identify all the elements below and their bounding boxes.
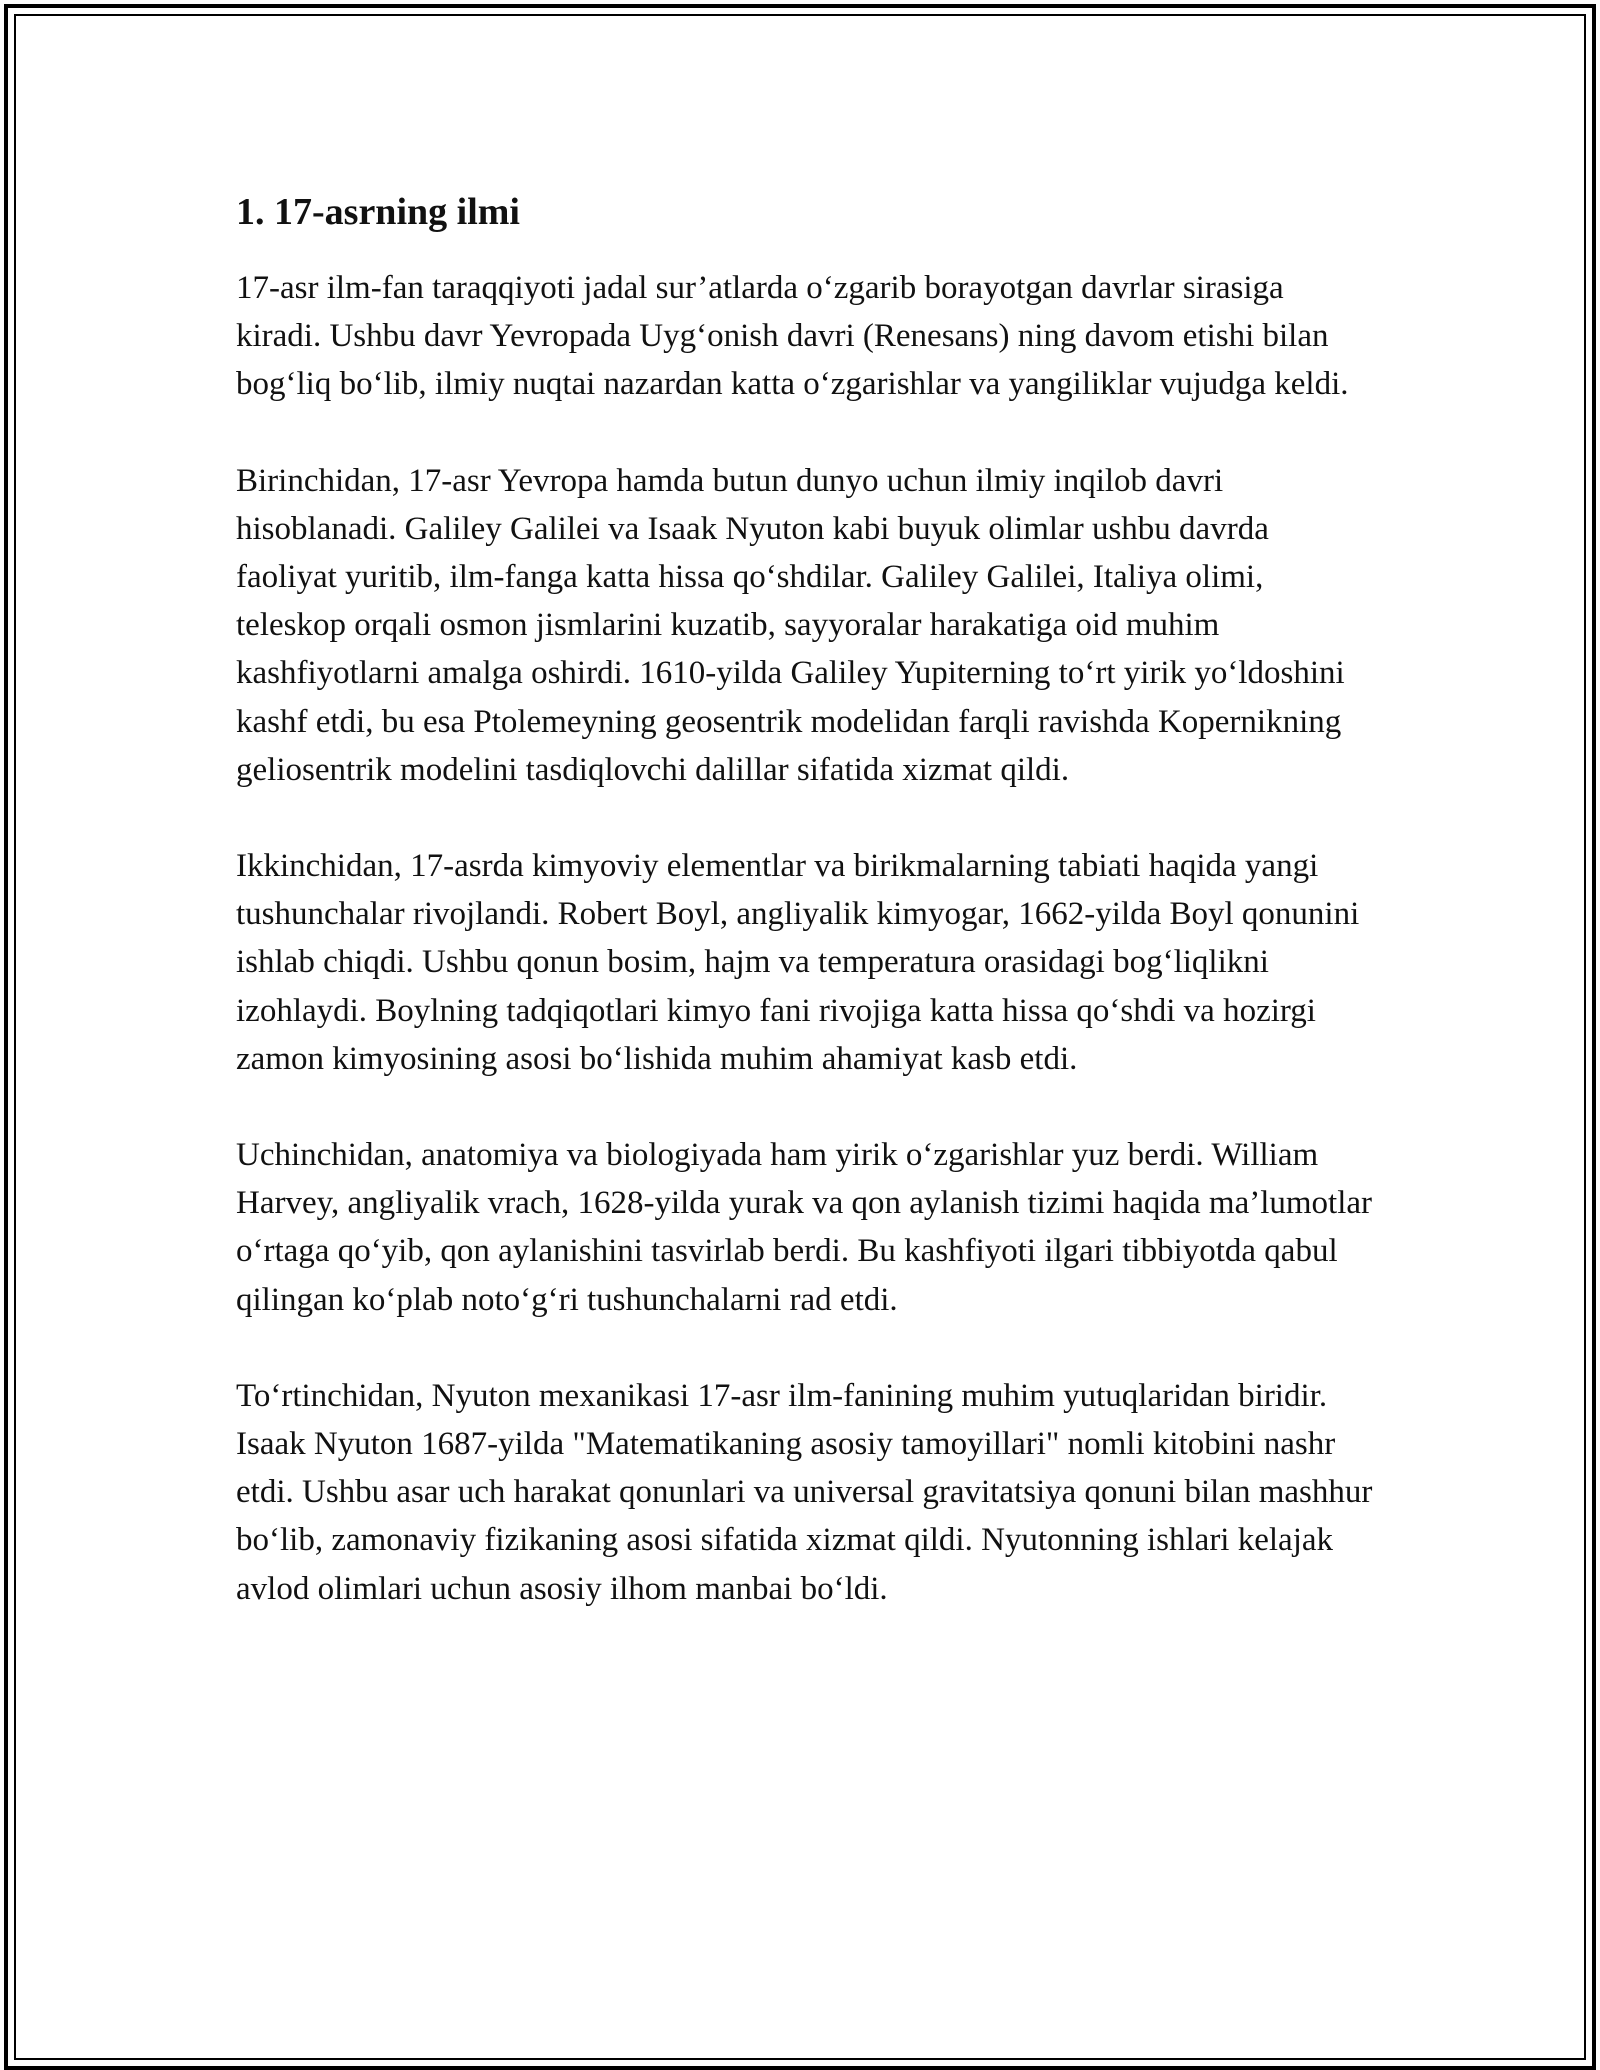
paragraph-third: Uchinchidan, anatomiya va biologiyada ham yirik o‘zgarishlar yuz berdi. William Harvey, angliyalik vrach, 1628-yilda yurak va qon aylanish tizimi haqida ma’lumotlar o‘rtaga qo‘yib, qon aylanishini tasvirlab berdi. Bu kashfiyoti ilgari tibbiyotda qabul qilingan ko‘plab noto‘g‘ri tushunchalarni rad etdi. <box>236 1137 1373 1318</box>
paragraph-intro: 17-asr ilm-fan taraqqiyoti jadal sur’atlarda o‘zgarib borayotgan davrlar sirasiga kiradi. Ushbu davr Yevropada Uyg‘onish davri (Renesans) ning davom etishi bilan bog‘liq bo‘lib, ilmiy nuqtai nazardan katta o‘zgarishlar va yangiliklar vujudga keldi. <box>236 270 1349 403</box>
section-heading: 1. 17-asrning ilmi <box>236 191 520 233</box>
paragraph-first: Birinchidan, 17-asr Yevropa hamda butun dunyo uchun ilmiy inqilob davri hisoblanadi. Galiley Galilei va Isaak Nyuton kabi buyuk olimlar ushbu davrda faoliyat yuritib, ilm-fanga katta hissa qo‘shdilar. Galiley Galilei, Italiya olimi, teleskop orqali osmon jismlarini kuzatib, sayyoralar harakatiga oid muhim kashfiyotlarni amalga oshirdi. 1610-yilda Galiley Yupiterning to‘rt yirik yo‘ldoshini kashf etdi, bu esa Ptolemeyning geosentrik modelidan farqli ravishda Kopernikning geliosentrik modelini tasdiqlovchi dalillar sifatida xizmat qildi. <box>236 462 1345 788</box>
paragraph-second: Ikkinchidan, 17-asrda kimyoviy elementlar va birikmalarning tabiati haqida yangi tushunchalar rivojlandi. Robert Boyl, angliyalik kimyogar, 1662-yilda Boyl qonunini ishlab chiqdi. Ushbu qonun bosim, hajm va temperatura orasidagi bog‘liqlikni izohlaydi. Boylning tadqiqotlari kimyo fani rivojiga katta hissa qo‘shdi va hozirgi zamon kimyosining asosi bo‘lishida muhim ahamiyat kasb etdi. <box>236 848 1360 1077</box>
document-body <box>236 186 1376 1661</box>
paragraph-fourth: To‘rtinchidan, Nyuton mexanikasi 17-asr ilm-fanining muhim yutuqlaridan biridir. Isaak Nyuton 1687-yilda "Matematikaning asosiy tamoyillari" nomli kitobini nashr etdi. Ushbu asar uch harakat qonunlari va universal gravitatsiya qonuni bilan mashhur bo‘lib, zamonaviy fizikaning asosi sifatida xizmat qildi. Nyutonning ishlari kelajak avlod olimlari uchun asosiy ilhom manbai bo‘ldi. <box>236 1377 1373 1607</box>
